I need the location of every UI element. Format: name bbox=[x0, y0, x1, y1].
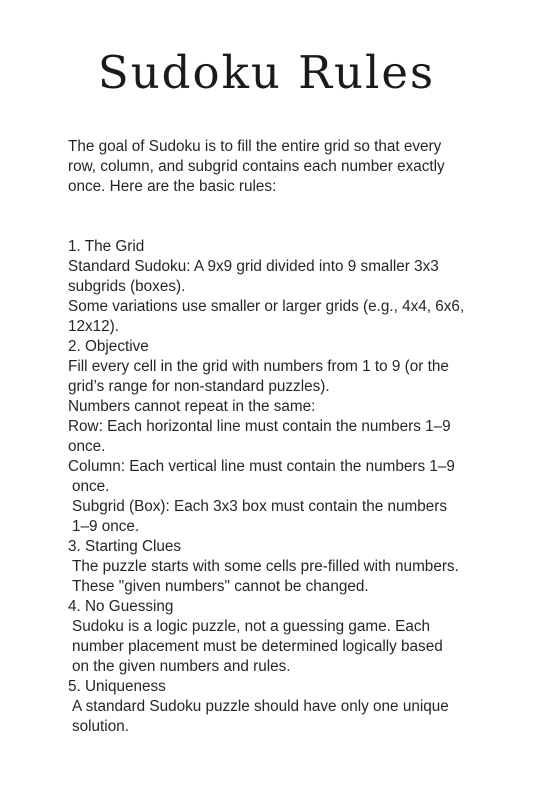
rule-line: 3. Starting Clues bbox=[68, 538, 182, 555]
rule-line: subgrids (boxes). bbox=[68, 278, 186, 295]
rule-line: 4. No Guessing bbox=[68, 598, 174, 615]
rule-line: Numbers cannot repeat in the same: bbox=[68, 398, 316, 415]
intro-line: row, column, and subgrid contains each number exactly bbox=[68, 158, 445, 175]
rule-line: These "given numbers" cannot be changed. bbox=[72, 578, 369, 595]
page-title: Sudoku Rules bbox=[97, 46, 436, 99]
rule-line: on the given numbers and rules. bbox=[72, 658, 291, 675]
intro-line: once. Here are the basic rules: bbox=[68, 178, 277, 195]
intro-paragraph bbox=[68, 137, 488, 197]
rule-line: 5. Uniqueness bbox=[68, 678, 166, 695]
rule-line: grid’s range for non-standard puzzles). bbox=[68, 378, 330, 395]
rule-line: A standard Sudoku puzzle should have only one unique bbox=[72, 698, 449, 715]
rule-line: once. bbox=[68, 438, 106, 455]
rule-line: 1–9 once. bbox=[72, 518, 140, 535]
intro-line: The goal of Sudoku is to fill the entire grid so that every bbox=[68, 138, 442, 155]
rule-line: once. bbox=[72, 478, 110, 495]
rules-list bbox=[68, 237, 498, 737]
rule-line: 1. The Grid bbox=[68, 238, 145, 255]
rule-line: Fill every cell in the grid with numbers from 1 to 9 (or the bbox=[68, 358, 449, 375]
rule-line: Subgrid (Box): Each 3x3 box must contain the numbers bbox=[72, 498, 447, 515]
rule-line: Column: Each vertical line must contain the numbers 1–9 bbox=[68, 458, 455, 475]
rule-line: Some variations use smaller or larger grids (e.g., 4x4, 6x6, bbox=[68, 298, 465, 315]
rule-line: The puzzle starts with some cells pre-filled with numbers. bbox=[72, 558, 459, 575]
rule-line: Sudoku is a logic puzzle, not a guessing game. Each bbox=[72, 618, 430, 635]
rule-line: Row: Each horizontal line must contain the numbers 1–9 bbox=[68, 418, 451, 435]
rule-line: solution. bbox=[72, 718, 129, 735]
rule-line: number placement must be determined logically based bbox=[72, 638, 443, 655]
rule-line: 12x12). bbox=[68, 318, 120, 335]
rule-line: Standard Sudoku: A 9x9 grid divided into 9 smaller 3x3 bbox=[68, 258, 439, 275]
rule-line: 2. Objective bbox=[68, 338, 149, 355]
